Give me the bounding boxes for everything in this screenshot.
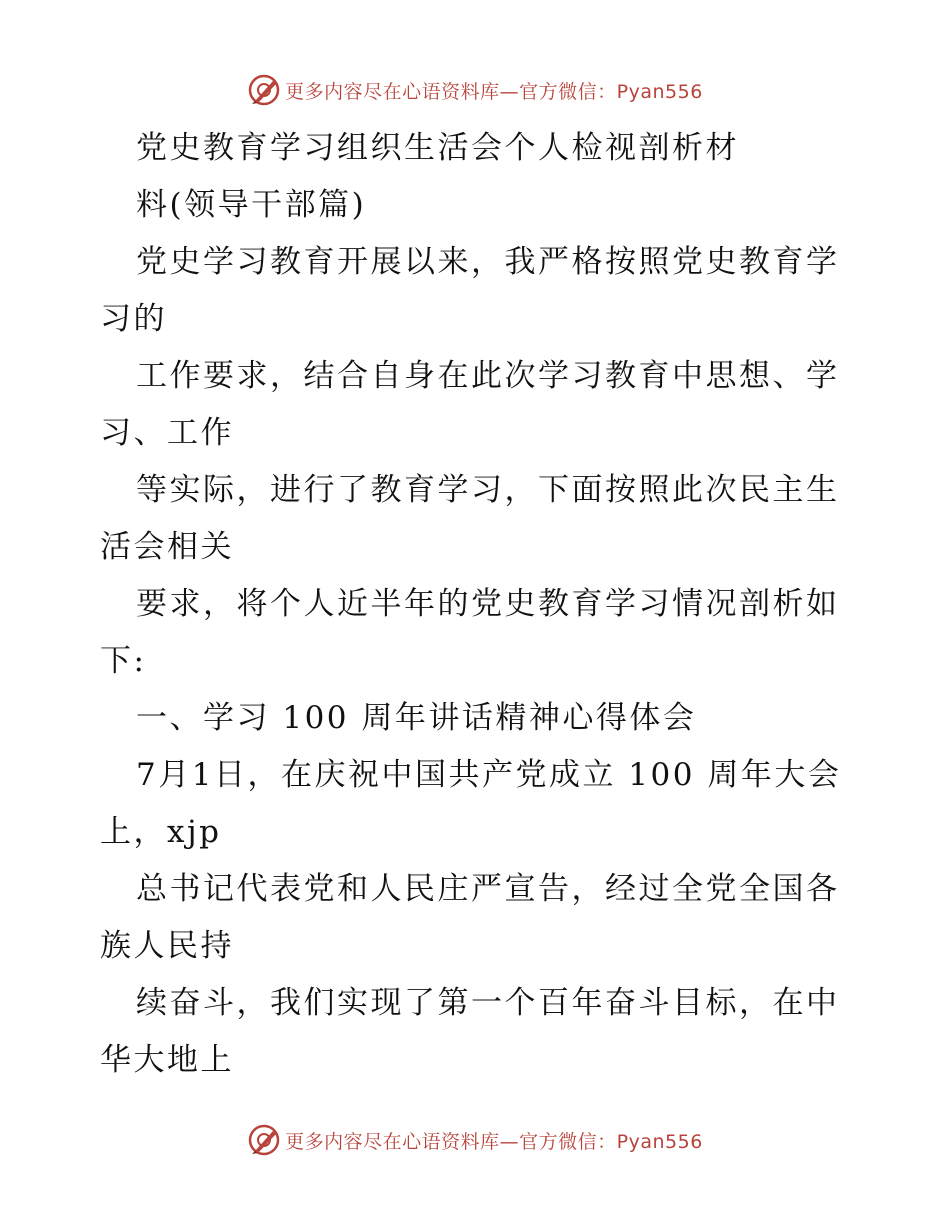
text-line: 党史教育学习组织生活会个人检视剖析材 <box>136 130 739 166</box>
text-line: 党史学习教育开展以来，我严格按照党史教育学 <box>136 244 840 280</box>
document-body <box>100 120 860 1089</box>
text-line: 习、工作 <box>100 415 234 451</box>
text-line: 上，xjp <box>100 814 222 850</box>
text-line: 族人民持 <box>100 928 234 964</box>
watermark-banner-bottom <box>0 1120 950 1160</box>
text-line: 一、学习 100 周年讲话精神心得体会 <box>136 700 697 736</box>
text-line: 华大地上 <box>100 1042 234 1078</box>
pen-logo-icon <box>247 73 281 107</box>
pen-logo-icon <box>247 1123 281 1157</box>
watermark-text: 更多内容尽在心语资料库—官方微信：Pyan556 <box>285 1130 703 1153</box>
watermark-banner-top <box>0 70 950 110</box>
text-line: 料(领导干部篇) <box>136 187 367 223</box>
text-line: 7月1日，在庆祝中国共产党成立 100 周年大会 <box>136 757 842 793</box>
text-line: 下: <box>100 643 147 679</box>
text-line: 等实际，进行了教育学习，下面按照此次民主生 <box>136 472 840 508</box>
text-line: 总书记代表党和人民庄严宣告，经过全党全国各 <box>136 871 840 907</box>
text-line: 活会相关 <box>100 529 234 565</box>
watermark-text: 更多内容尽在心语资料库—官方微信：Pyan556 <box>285 80 703 103</box>
text-line: 工作要求，结合自身在此次学习教育中思想、学 <box>136 358 840 394</box>
text-line: 习的 <box>100 301 167 337</box>
text-line: 续奋斗，我们实现了第一个百年奋斗目标，在中 <box>136 985 840 1021</box>
text-line: 要求，将个人近半年的党史教育学习情况剖析如 <box>136 586 840 622</box>
